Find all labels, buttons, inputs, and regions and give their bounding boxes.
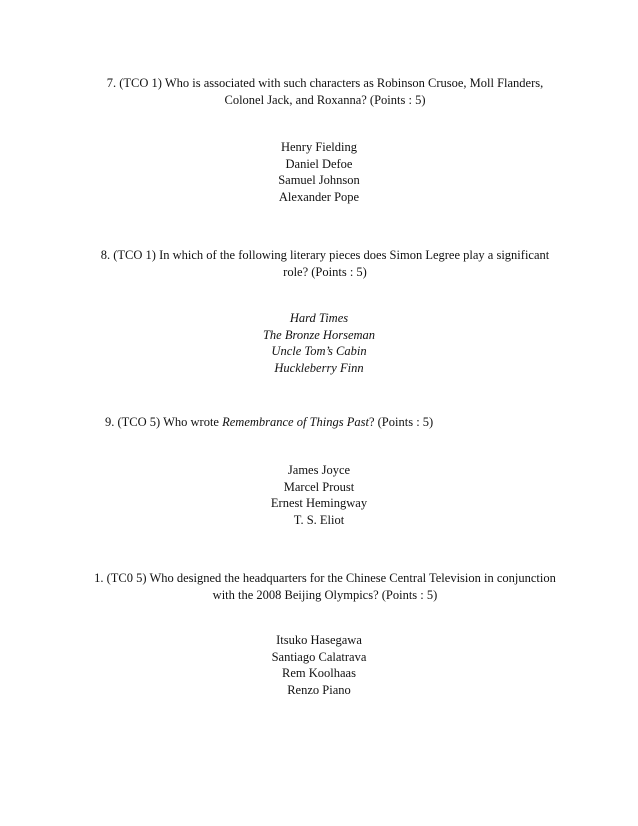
answer-option: Daniel Defoe	[285, 156, 353, 171]
answer-option: Hard Times	[289, 311, 349, 325]
question-text: 7. (TCO 1) Who is associated with such characters as Robinson Crusoe, Moll Flanders,	[106, 76, 544, 90]
question-text	[105, 414, 465, 431]
answer-option: Rem Koolhaas	[282, 666, 356, 680]
book-title: Remembrance of Things Past	[222, 415, 369, 429]
question-8	[55, 247, 595, 280]
answer-list	[0, 139, 638, 205]
question-text: with the 2008 Beijing Olympics? (Points : 5)	[212, 587, 438, 602]
answer-list	[0, 632, 638, 698]
question-9	[105, 414, 465, 431]
answer-option: T. S. Eliot	[293, 512, 345, 527]
answer-option: Ernest Hemingway	[270, 496, 368, 510]
question-1	[50, 570, 600, 603]
question-text: role? (Points : 5)	[283, 264, 367, 279]
answer-option: The Bronze Horseman	[262, 327, 376, 342]
answer-list	[0, 462, 638, 528]
answer-option: Santiago Calatrava	[271, 649, 367, 664]
question-prefix: 9. (TCO 5) Who wrote	[105, 415, 223, 429]
question-7	[60, 75, 590, 108]
answer-option: Renzo Piano	[287, 682, 351, 697]
question-text: 8. (TCO 1) In which of the following literary pieces does Simon Legree play a significant	[100, 248, 550, 262]
answer-option: Itsuko Hasegawa	[276, 633, 362, 647]
answer-option: Uncle Tom’s Cabin	[271, 344, 367, 358]
question-text: Colonel Jack, and Roxanna? (Points : 5)	[224, 92, 426, 107]
answer-option: Marcel Proust	[283, 479, 355, 494]
answer-option: Huckleberry Finn	[274, 360, 364, 375]
question-text: 1. (TC0 5) Who designed the headquarters for the Chinese Central Television in conjunction	[94, 571, 556, 585]
answer-option: Henry Fielding	[280, 140, 358, 154]
answer-option: Alexander Pope	[278, 189, 360, 204]
answer-list	[0, 310, 638, 376]
answer-option: James Joyce	[287, 463, 351, 477]
question-suffix: ? (Points : 5)	[368, 415, 434, 429]
answer-option: Samuel Johnson	[278, 173, 360, 187]
